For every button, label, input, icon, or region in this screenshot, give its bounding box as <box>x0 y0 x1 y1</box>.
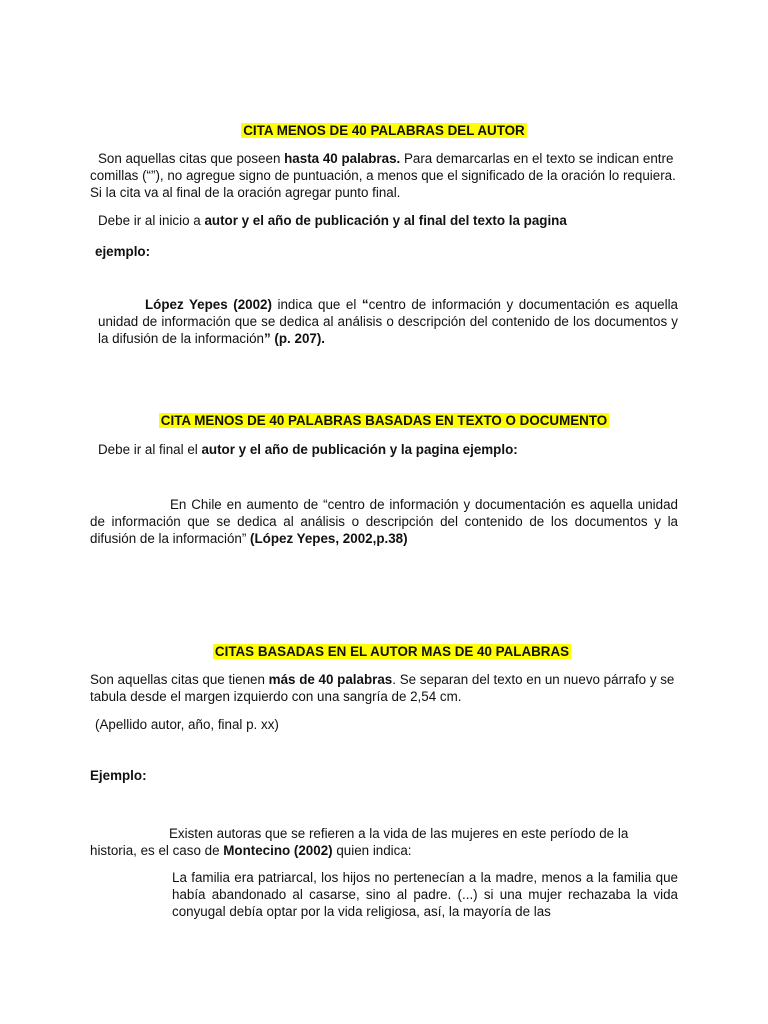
section3-example-label: Ejemplo: <box>90 768 147 783</box>
section1-example-label: ejemplo: <box>95 244 151 259</box>
section1-example-quote: López Yepes (2002) indica que el “centro de información y documentación es aquella unidad de información que se dedica al análisis o descripción del contenido de los documentos y la difusión de la información” (p. 207). <box>98 297 678 346</box>
section-heading-1: CITA MENOS DE 40 PALABRAS DEL AUTOR <box>243 123 525 138</box>
section2-example: En Chile en aumento de “centro de información y documentación es aquella unidad de información que se dedica al análisis o descripción del contenido de los documentos y la difusión de la información” (López Yepes, 2002,p.38) <box>90 497 678 546</box>
section-heading-2: CITA MENOS DE 40 PALABRAS BASADAS EN TEXTO O DOCUMENTO <box>160 413 608 428</box>
section-heading-3: CITAS BASADAS EN EL AUTOR MAS DE 40 PALABRAS <box>214 644 570 659</box>
section1-rule: Debe ir al inicio a autor y el año de publicación y al final del texto la pagina <box>98 213 567 228</box>
section3-format: (Apellido autor, año, final p. xx) <box>95 717 279 732</box>
section3-intro: Son aquellas citas que tienen más de 40 palabras. Se separan del texto en un nuevo párrafo y se tabula desde el margen izquierdo con una sangría de 2,54 cm. <box>90 672 675 704</box>
section3-block-quote: La familia era patriarcal, los hijos no pertenecían a la madre, menos a la familia que había abandonado al casarse, sino al padre. (...) si una mujer rechazaba la vida conyugal debía optar por la vida religiosa, así, la mayoría de las <box>172 870 678 919</box>
section3-example-intro: Existen autoras que se refieren a la vida de las mujeres en este período de la historia, es el caso de Montecino (2002) quien indica: <box>90 826 629 858</box>
section1-intro: Son aquellas citas que poseen hasta 40 palabras. Para demarcarlas en el texto se indican entre comillas (“”), no agregue signo de puntuación, a menos que el significado de la oración lo requiera. Si la cita va al final de la oración agregar punto final. <box>90 151 676 200</box>
section2-rule: Debe ir al final el autor y el año de publicación y la pagina ejemplo: <box>98 442 518 457</box>
